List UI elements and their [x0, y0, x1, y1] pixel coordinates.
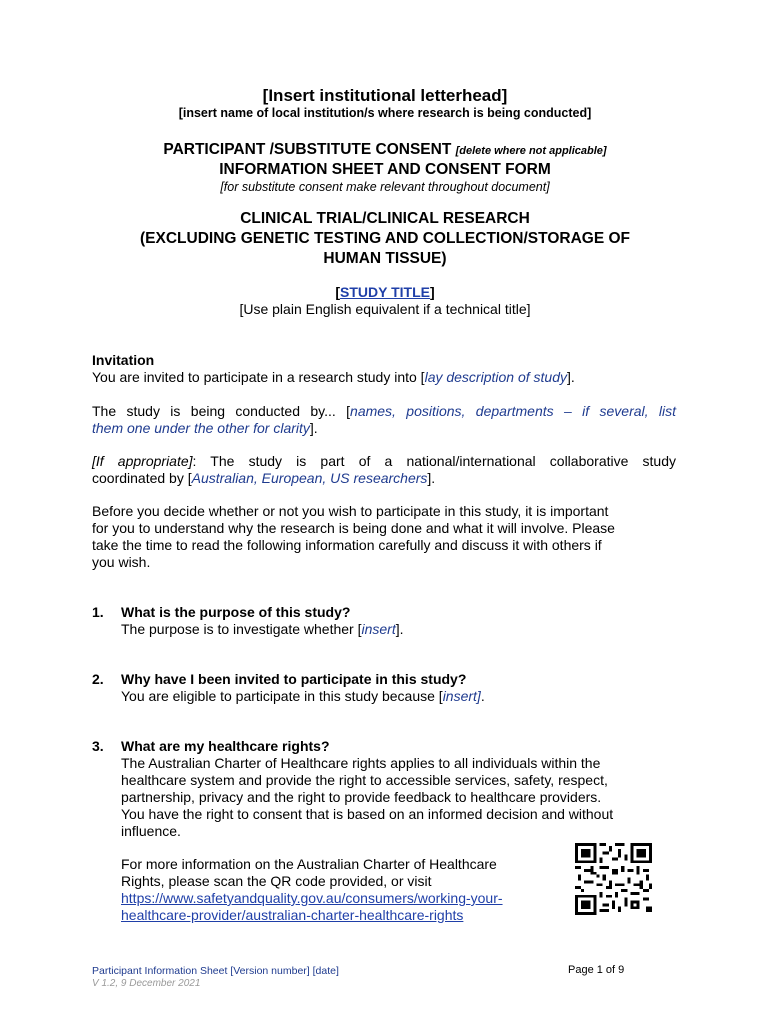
paragraph-line: take the time to read the following information carefully and discuss it with others if	[92, 537, 602, 553]
text: ].	[395, 621, 404, 637]
charter-info	[121, 856, 561, 924]
section-purpose	[121, 604, 661, 638]
section-healthcare-rights	[121, 738, 661, 840]
paragraph-line: Rights, please scan the QR code provided, or visit	[121, 873, 432, 889]
paragraph-line: For more information on the Australian Charter of Healthcare	[121, 856, 497, 872]
placeholder-text: them one under the other for clarity	[92, 420, 310, 436]
before-you-decide-paragraph	[92, 503, 676, 571]
page-number: Page 1 of 9	[568, 964, 625, 976]
placeholder-text: names, positions, departments – if several, list	[350, 403, 676, 419]
paragraph-line	[92, 420, 676, 437]
section-answer	[121, 688, 661, 705]
invitation-line	[92, 369, 676, 386]
placeholder-text: [If appropriate]	[92, 453, 193, 469]
text: ].	[566, 369, 575, 385]
paragraph-line: you wish.	[92, 554, 151, 570]
consent-title	[0, 141, 770, 159]
footer-doc-info: Participant Information Sheet [Version number] [date]	[92, 965, 339, 977]
bracket: ]	[429, 284, 435, 300]
study-title-link[interactable]: STUDY TITLE	[340, 284, 430, 300]
section-number: 2.	[92, 671, 104, 687]
text: coordinated by [	[92, 470, 192, 486]
section-question: Why have I been invited to participate in this study?	[121, 671, 467, 687]
text: The study is being conducted by... [	[92, 403, 351, 419]
text: The purpose is to investigate whether [	[121, 621, 362, 637]
paragraph-line: Before you decide whether or not you wish to participate in this study, it is important	[92, 503, 609, 519]
placeholder-text: insert	[361, 621, 396, 637]
footer-version: V 1.2, 9 December 2021	[92, 978, 201, 989]
trial-title	[0, 209, 770, 269]
paragraph-line	[92, 453, 676, 470]
section-number: 3.	[92, 738, 104, 754]
consent-title-text: PARTICIPANT /SUBSTITUTE CONSENT	[163, 141, 452, 158]
paragraph-line: influence.	[121, 823, 181, 839]
paragraph-line: The Australian Charter of Healthcare rights applies to all individuals within the	[121, 755, 601, 771]
form-title: INFORMATION SHEET AND CONSENT FORM	[219, 161, 551, 178]
paragraph-line: healthcare system and provide the right to accessible services, safety, respect,	[121, 772, 608, 788]
placeholder-text: Australian, European, US researchers	[191, 470, 428, 486]
paragraph-line	[92, 403, 676, 420]
institution-placeholder: [insert name of local institution/s where research is being conducted]	[178, 106, 592, 120]
paragraph-line: for you to understand why the research is being done and what it will involve. Please	[92, 520, 615, 536]
section-number: 1.	[92, 604, 104, 620]
collaborative-paragraph	[92, 453, 676, 487]
placeholder-text: insert]	[442, 688, 481, 704]
trial-title-line: HUMAN TISSUE)	[323, 250, 447, 267]
text: ].	[427, 470, 436, 486]
substitute-note: [for substitute consent make relevant throughout document]	[220, 180, 550, 194]
conducted-paragraph	[92, 403, 676, 437]
charter-url-link[interactable]: healthcare-provider/australian-charter-healthcare-rights	[121, 907, 464, 923]
qr-code-icon	[575, 843, 652, 915]
invitation-section	[92, 352, 676, 386]
bracket: [	[335, 284, 341, 300]
invitation-heading: Invitation	[92, 352, 155, 368]
section-question: What is the purpose of this study?	[121, 604, 351, 620]
section-invited	[121, 671, 661, 705]
section-answer	[121, 621, 661, 638]
paragraph-line	[92, 470, 676, 487]
section-question: What are my healthcare rights?	[121, 738, 330, 754]
charter-url-link[interactable]: https://www.safetyandquality.gov.au/consumers/working-your-	[121, 890, 503, 906]
text: : The study is part of a national/international collaborative study	[192, 453, 676, 469]
trial-title-line: (EXCLUDING GENETIC TESTING AND COLLECTION/STORAGE OF	[140, 230, 630, 247]
paragraph-line: You have the right to consent that is based on an informed decision and without	[121, 806, 614, 822]
placeholder-text: lay description of study	[424, 369, 567, 385]
trial-title-line: CLINICAL TRIAL/CLINICAL RESEARCH	[240, 210, 530, 227]
paragraph-line: partnership, privacy and the right to provide feedback to healthcare providers.	[121, 789, 602, 805]
text: You are eligible to participate in this study because [	[121, 688, 443, 704]
plain-english-note: [Use plain English equivalent if a technical title]	[239, 301, 531, 317]
study-title	[0, 284, 770, 300]
letterhead-placeholder: [Insert institutional letterhead]	[262, 86, 508, 105]
text: .	[480, 688, 485, 704]
text: You are invited to participate in a research study into [	[92, 369, 425, 385]
text: ].	[309, 420, 318, 436]
consent-note: [delete where not applicable]	[455, 145, 607, 157]
